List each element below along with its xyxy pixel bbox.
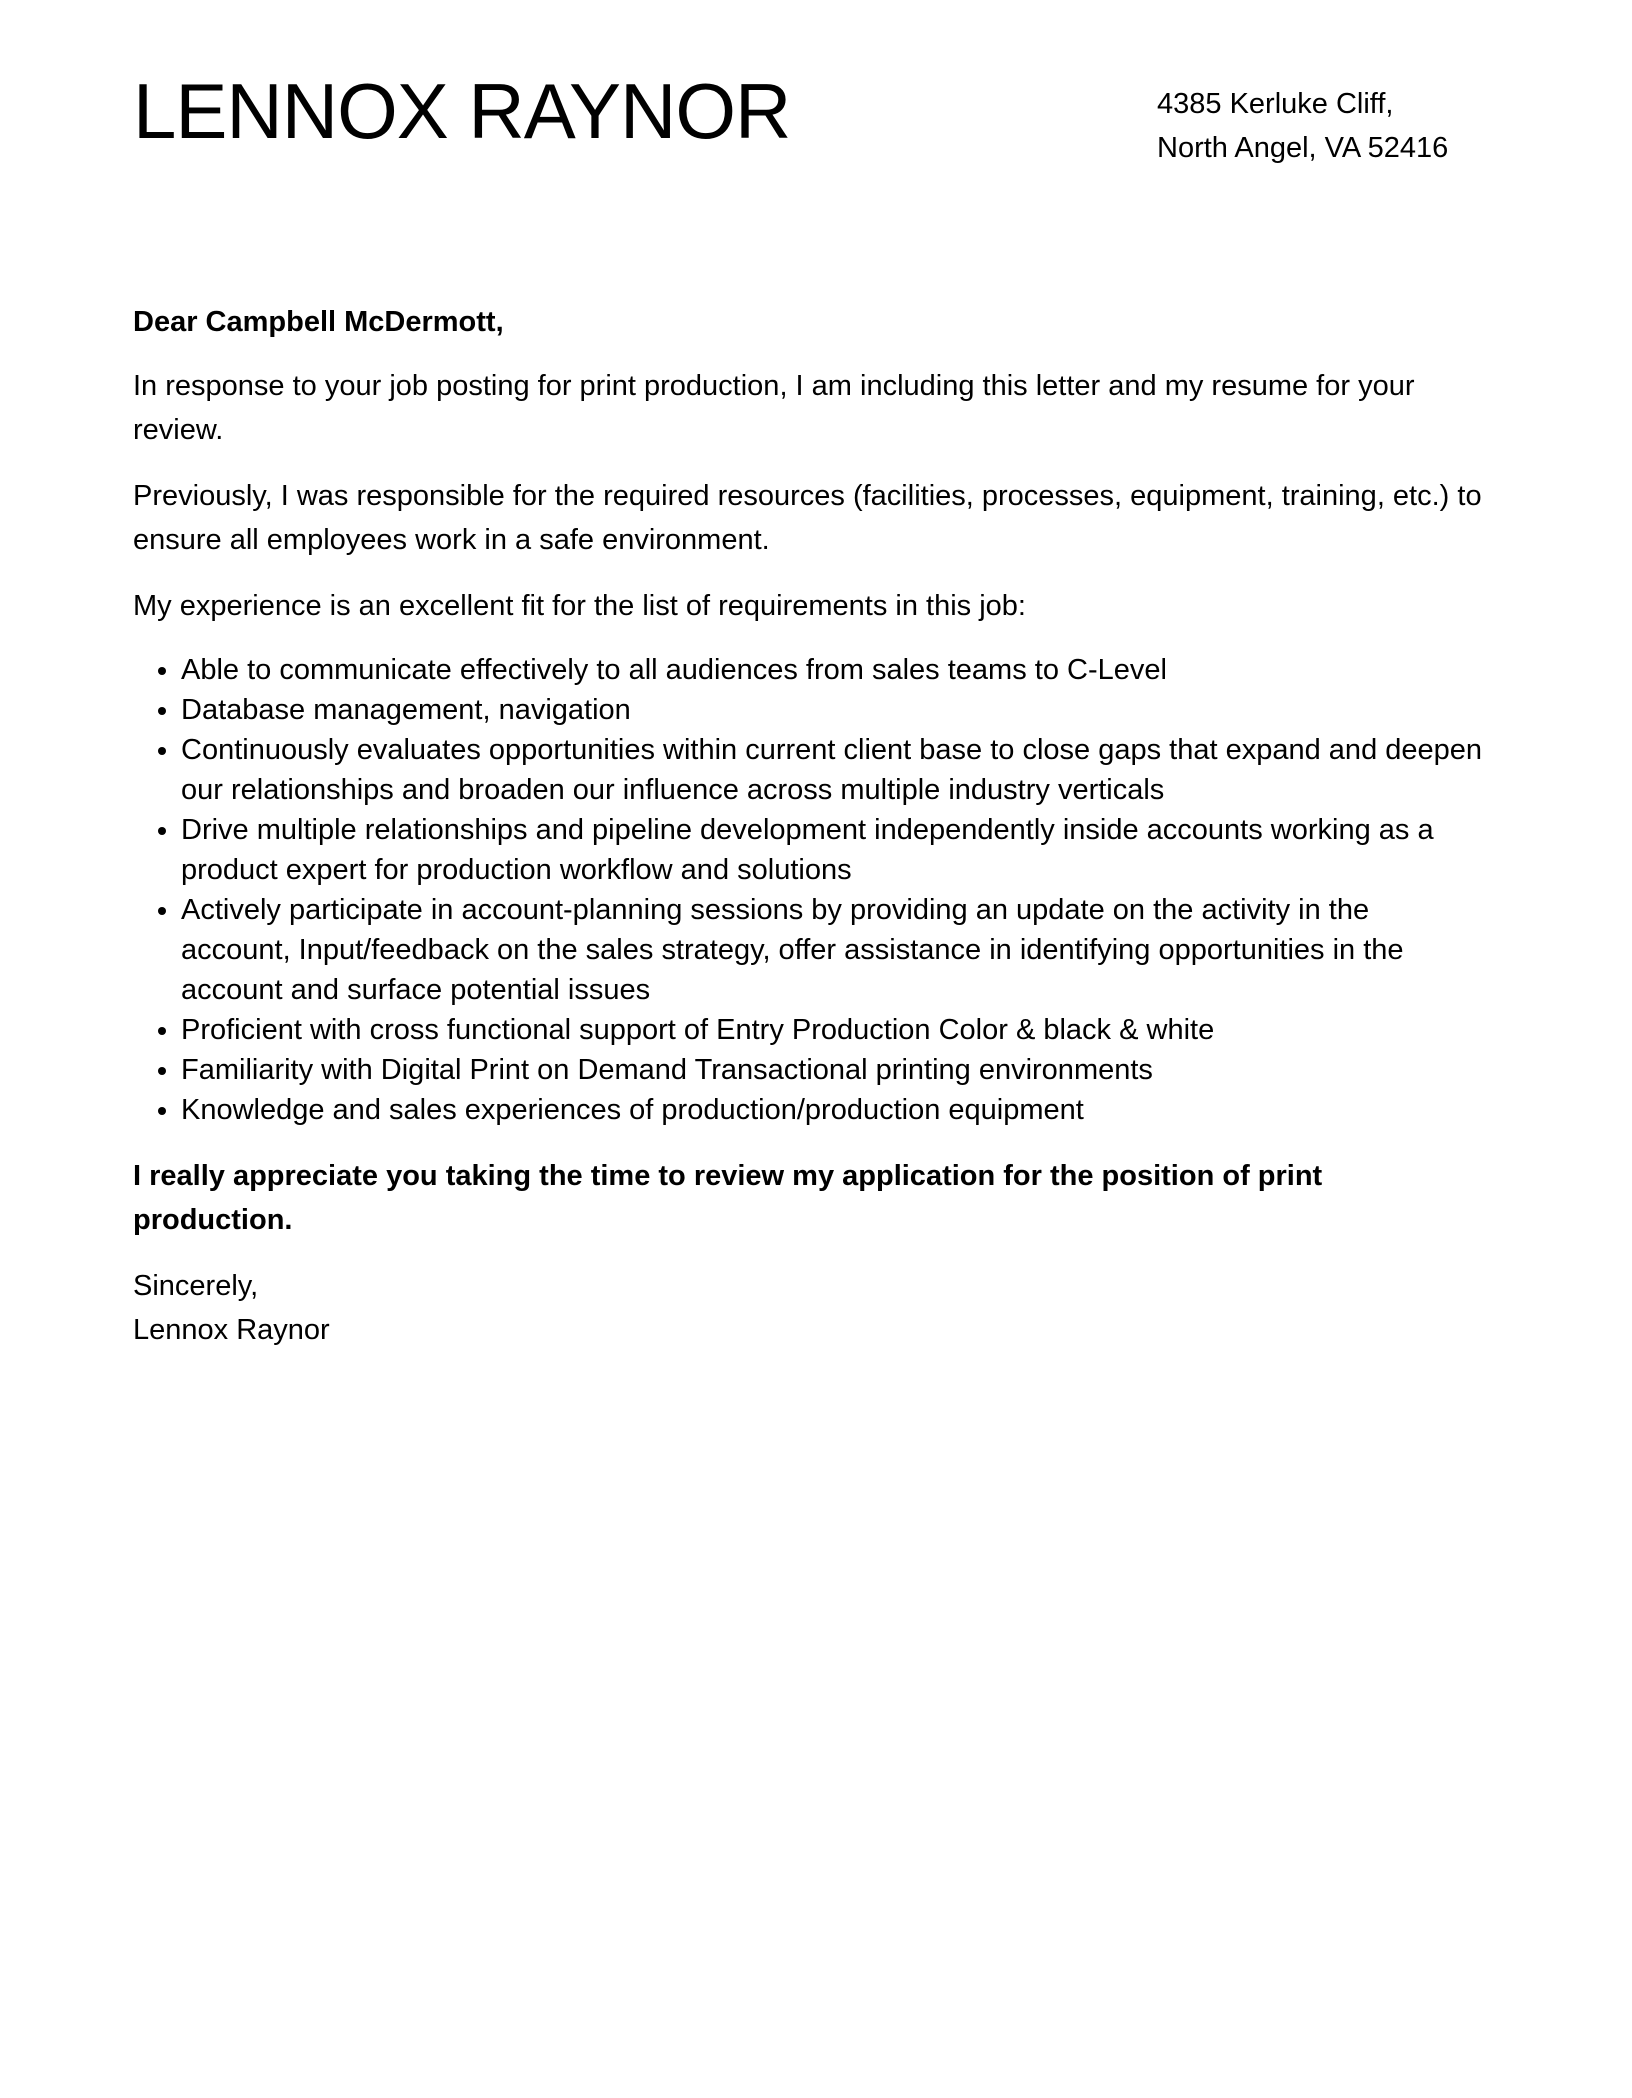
list-item: • Actively participate in account-planning sessions by providing an update on the activity in the account, Input/feedback on the sales strategy, offer assistance in identifying opportunities in the account and surface potential issues [181,890,1483,1010]
list-item: • Knowledge and sales experiences of production/production equipment [181,1090,1483,1130]
address-line-2: North Angel, VA 52416 [1157,132,1449,164]
paragraph-requirements-lead: My experience is an excellent fit for the list of requirements in this job: [133,590,1026,622]
list-item: • Able to communicate effectively to all audiences from sales teams to C-Level [181,650,1483,690]
address-line-1: 4385 Kerluke Cliff, [1157,88,1394,120]
paragraph-experience: Previously, I was responsible for the required resources (facilities, processes, equipment, training, etc.) to ensure all employees work in a safe environment. [133,480,1482,556]
list-item: • Familiarity with Digital Print on Demand Transactional printing environments [181,1050,1483,1090]
closing-paragraph: I really appreciate you taking the time to review my application for the position of print production. [133,1160,1323,1236]
requirements-list [133,650,1483,1130]
address-block [1157,82,1448,170]
signature-name: Lennox Raynor [133,1314,330,1346]
list-item: • Continuously evaluates opportunities within current client base to close gaps that expand and deepen our relationships and broaden our influence across multiple industry verticals [181,730,1483,810]
signature-block [133,1264,1483,1352]
applicant-name: LENNOX RAYNOR [133,67,791,155]
letter-body [133,300,1483,1352]
list-item: • Proficient with cross functional support of Entry Production Color & black & white [181,1010,1483,1050]
signoff: Sincerely, [133,1270,259,1302]
list-item: • Drive multiple relationships and pipeline development independently inside accounts working as a product expert for production workflow and solutions [181,810,1483,890]
greeting: Dear Campbell McDermott, [133,306,504,338]
paragraph-intro: In response to your job posting for print production, I am including this letter and my resume for your review. [133,370,1415,446]
list-item: • Database management, navigation [181,690,1483,730]
